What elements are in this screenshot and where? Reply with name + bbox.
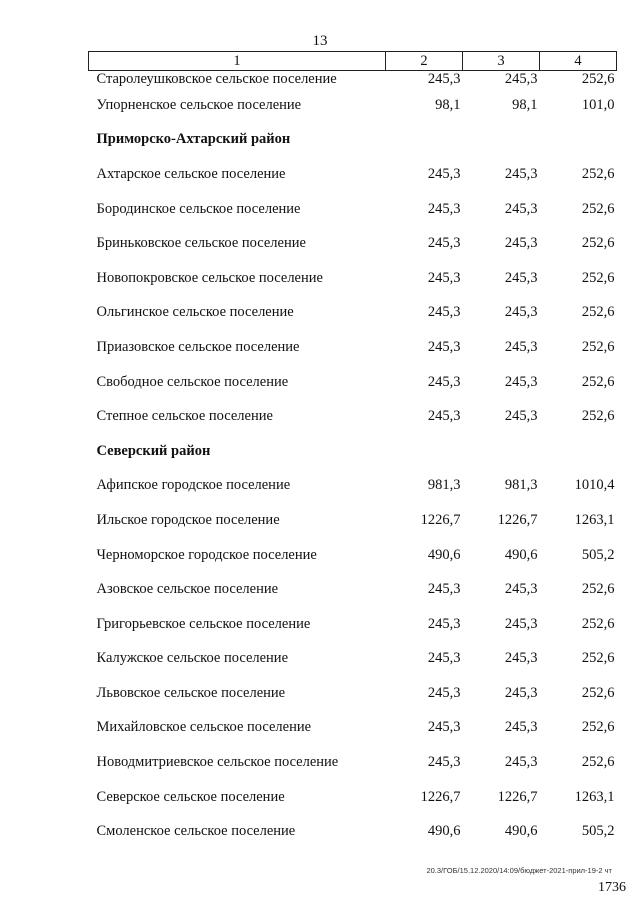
value-col-4: 1263,1	[574, 788, 615, 805]
value-col-3: 981,3	[504, 477, 538, 494]
value-col-2: 245,3	[427, 235, 461, 252]
header-col-1: 1	[89, 52, 386, 71]
budget-table	[88, 51, 617, 849]
value-col-2	[386, 123, 463, 158]
value-col-3: 245,3	[504, 71, 538, 87]
value-col-3: 1226,7	[497, 511, 538, 528]
value-col-4: 252,6	[581, 165, 615, 182]
table-row	[89, 607, 617, 642]
table-row	[89, 330, 617, 365]
table-row	[89, 745, 617, 780]
table-row	[89, 365, 617, 400]
value-col-2: 245,3	[427, 615, 461, 632]
value-col-4: 1263,1	[574, 511, 615, 528]
footer-code: 20.3/ГОБ/15.12.2020/14:09/бюджет-2021-прил-19-2 чт	[426, 866, 612, 875]
value-col-3: 245,3	[504, 338, 538, 355]
settlement-name: Львовское сельское поселение	[96, 684, 286, 701]
settlement-name: Ольгинское сельское поселение	[96, 304, 294, 321]
table-row	[89, 71, 617, 89]
page-number: 13	[312, 33, 328, 49]
value-col-2	[386, 434, 463, 469]
value-col-3: 245,3	[504, 754, 538, 771]
table-row	[89, 814, 617, 849]
value-col-2: 98,1	[435, 96, 461, 113]
value-col-2: 245,3	[427, 719, 461, 736]
value-col-3: 490,6	[504, 823, 538, 840]
settlement-name: Старолеушковское сельское поселение	[96, 71, 337, 87]
settlement-name: Бородинское сельское поселение	[96, 200, 301, 217]
value-col-2: 1226,7	[420, 788, 461, 805]
settlement-name: Новопокровское сельское поселение	[96, 269, 323, 286]
value-col-4: 252,6	[581, 71, 615, 87]
value-col-2: 245,3	[427, 304, 461, 321]
value-col-4: 505,2	[581, 823, 615, 840]
value-col-2: 245,3	[427, 581, 461, 598]
value-col-2: 245,3	[427, 269, 461, 286]
settlement-name: Степное сельское поселение	[96, 408, 273, 425]
value-col-2: 490,6	[427, 546, 461, 563]
value-col-2: 1226,7	[420, 511, 461, 528]
value-col-3: 245,3	[504, 269, 538, 286]
table-row	[89, 780, 617, 815]
value-col-2: 245,3	[427, 684, 461, 701]
table-row	[89, 503, 617, 538]
header-col-3: 3	[463, 52, 540, 71]
table-row	[89, 676, 617, 711]
value-col-4: 252,6	[581, 581, 615, 598]
value-col-3: 245,3	[504, 408, 538, 425]
value-col-2: 245,3	[427, 754, 461, 771]
value-col-2: 245,3	[427, 71, 461, 87]
table-body	[89, 71, 617, 850]
value-col-4: 252,6	[581, 615, 615, 632]
district-header-row	[89, 434, 617, 469]
value-col-4: 252,6	[581, 304, 615, 321]
district-name: Приморско-Ахтарский район	[96, 131, 291, 148]
value-col-3: 245,3	[504, 615, 538, 632]
value-col-3: 245,3	[504, 719, 538, 736]
value-col-3: 245,3	[504, 165, 538, 182]
value-col-3: 245,3	[504, 581, 538, 598]
table-row	[89, 261, 617, 296]
sheet-number: 1736	[598, 880, 626, 895]
district-name: Северский район	[96, 442, 211, 459]
settlement-name: Бриньковское сельское поселение	[96, 235, 306, 252]
value-col-4	[540, 434, 617, 469]
value-col-4: 1010,4	[574, 477, 615, 494]
table-header	[89, 52, 617, 71]
settlement-name: Свободное сельское поселение	[96, 373, 289, 390]
value-col-4	[540, 123, 617, 158]
table-row	[89, 157, 617, 192]
settlement-name: Приазовское сельское поселение	[96, 338, 300, 355]
value-col-2: 490,6	[427, 823, 461, 840]
value-col-3: 490,6	[504, 546, 538, 563]
value-col-3: 245,3	[504, 650, 538, 667]
value-col-4: 252,6	[581, 338, 615, 355]
value-col-4: 252,6	[581, 200, 615, 217]
value-col-2: 245,3	[427, 408, 461, 425]
table-row	[89, 88, 617, 123]
table-row	[89, 399, 617, 434]
value-col-4: 101,0	[581, 96, 615, 113]
header-col-2: 2	[386, 52, 463, 71]
settlement-name: Упорненское сельское поселение	[96, 96, 302, 113]
value-col-3: 245,3	[504, 235, 538, 252]
table-row	[89, 642, 617, 677]
table-row	[89, 226, 617, 261]
settlement-name: Ахтарское сельское поселение	[96, 165, 286, 182]
settlement-name: Северское сельское поселение	[96, 788, 285, 805]
value-col-3: 245,3	[504, 373, 538, 390]
table-row	[89, 469, 617, 504]
value-col-2: 245,3	[427, 373, 461, 390]
value-col-4: 252,6	[581, 235, 615, 252]
value-col-4: 505,2	[581, 546, 615, 563]
table-row	[89, 192, 617, 227]
header-col-4: 4	[540, 52, 617, 71]
value-col-2: 245,3	[427, 165, 461, 182]
settlement-name: Михайловское сельское поселение	[96, 719, 312, 736]
district-header-row	[89, 123, 617, 158]
settlement-name: Черноморское городское поселение	[96, 546, 317, 563]
value-col-3: 245,3	[504, 200, 538, 217]
value-col-2: 245,3	[427, 338, 461, 355]
value-col-3	[463, 434, 540, 469]
settlement-name: Ильское городское поселение	[96, 511, 280, 528]
table-row	[89, 711, 617, 746]
value-col-3: 245,3	[504, 684, 538, 701]
header-row	[89, 52, 617, 71]
value-col-2: 981,3	[427, 477, 461, 494]
value-col-4: 252,6	[581, 754, 615, 771]
value-col-3	[463, 123, 540, 158]
value-col-4: 252,6	[581, 373, 615, 390]
value-col-2: 245,3	[427, 650, 461, 667]
settlement-name: Калужское сельское поселение	[96, 650, 289, 667]
table-row	[89, 296, 617, 331]
value-col-2: 245,3	[427, 200, 461, 217]
settlement-name: Новодмитриевское сельское поселение	[96, 754, 339, 771]
value-col-3: 1226,7	[497, 788, 538, 805]
settlement-name: Азовское сельское поселение	[96, 581, 279, 598]
settlement-name: Григорьевское сельское поселение	[96, 615, 311, 632]
value-col-3: 245,3	[504, 304, 538, 321]
value-col-4: 252,6	[581, 684, 615, 701]
value-col-4: 252,6	[581, 650, 615, 667]
settlement-name: Смоленское сельское поселение	[96, 823, 296, 840]
value-col-4: 252,6	[581, 269, 615, 286]
value-col-4: 252,6	[581, 719, 615, 736]
table-row	[89, 538, 617, 573]
table-row	[89, 572, 617, 607]
value-col-4: 252,6	[581, 408, 615, 425]
settlement-name: Афипское городское поселение	[96, 477, 291, 494]
value-col-3: 98,1	[512, 96, 538, 113]
